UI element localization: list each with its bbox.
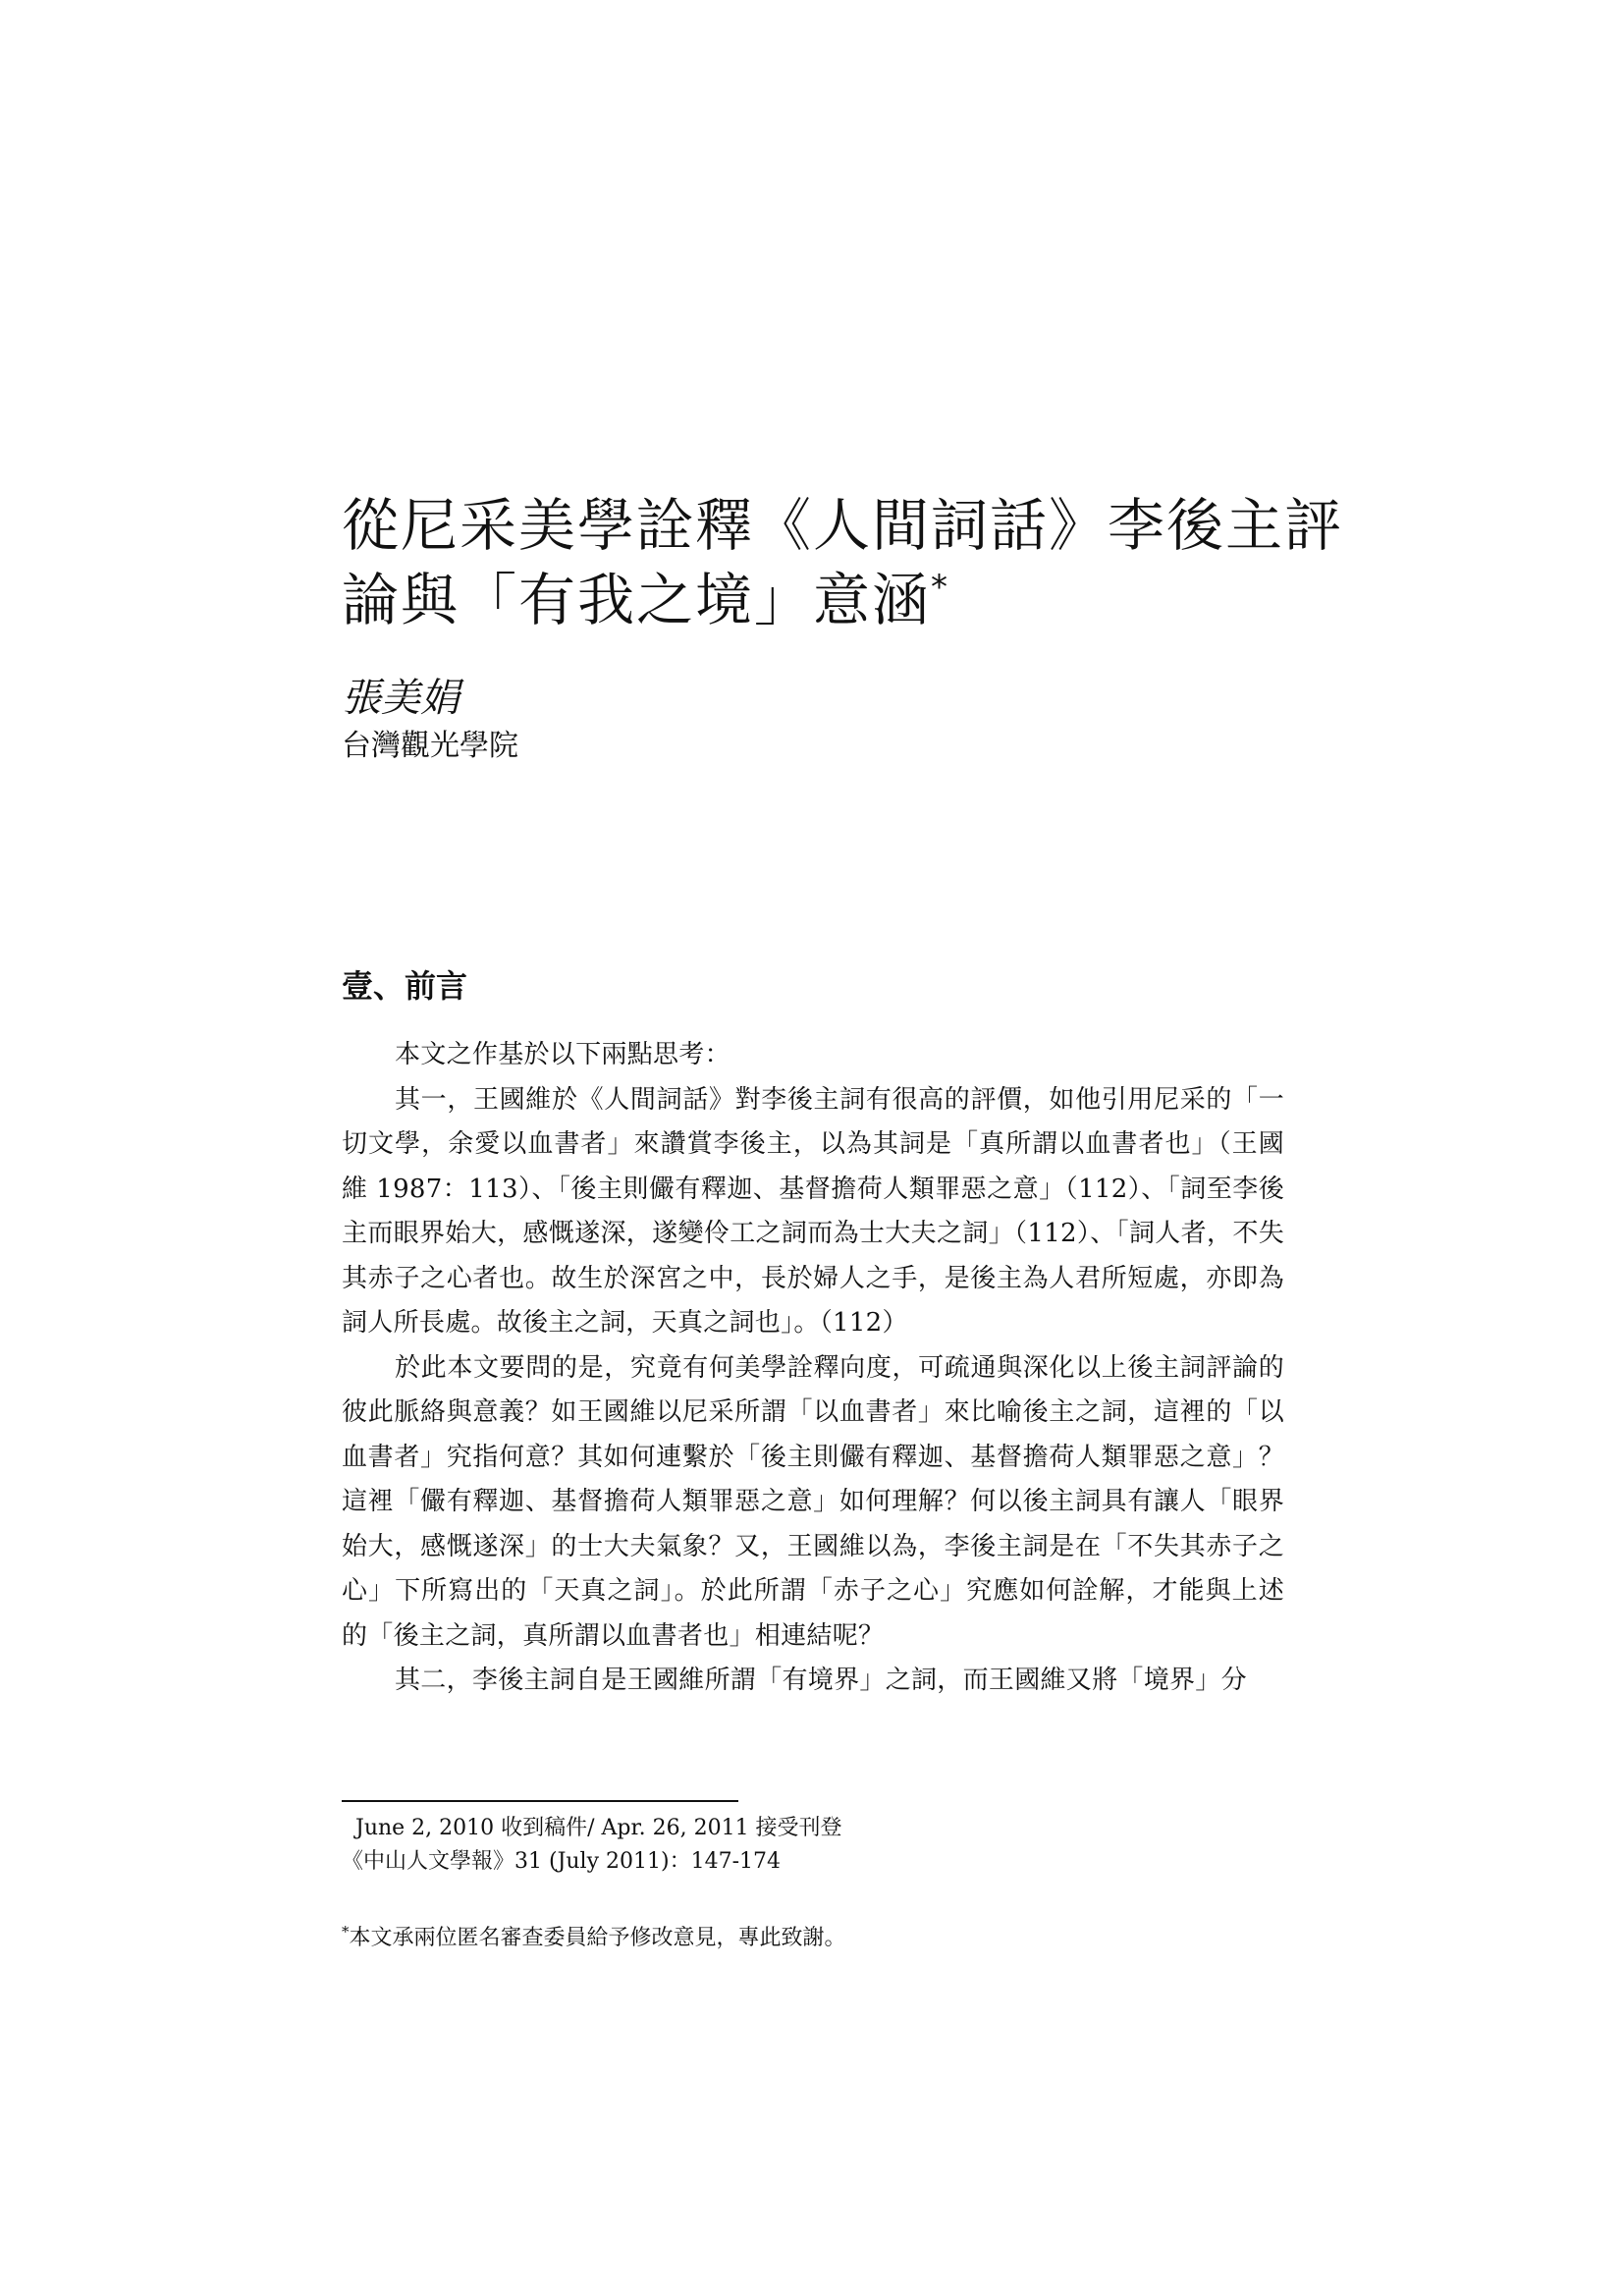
- author-affiliation: 台灣觀光學院: [342, 729, 518, 763]
- body-paragraph: 其一，王國維於《人間詞話》對李後主詞有很高的評價，如他引用尼采的「一切文學，余愛以血書者」來讚賞李後主，以為其詞是「真所謂以血書者也」（王國維 1987：113）、「後主則儼有釋迦、基督擔荷人類罪惡之意」（112）、「詞至李後主而眼界始大，感慨遂深，遂變伶工之詞而為士大夫之詞」（112）、「詞人者，不失其赤子之心者也。故生於深宮之中，長於婦人之手，是後主為人君所短處，亦即為詞人所長處。故後主之詞，天真之詞也」。（112）: [342, 1084, 1284, 1338]
- title-line-2: [342, 563, 1304, 637]
- article-title: [342, 488, 1344, 637]
- footnotes: [342, 1812, 1284, 1955]
- title-footnote-marker[interactable]: *: [931, 568, 950, 607]
- title-line-2-text: 論與「有我之境」意涵: [342, 567, 932, 633]
- title-line-1: 從尼采美學詮釋《人間詞話》李後主評: [342, 492, 1344, 559]
- body-text: [342, 1033, 1284, 1704]
- body-paragraph: 於此本文要問的是，究竟有何美學詮釋向度，可疏通與深化以上後主詞評論的彼此脈絡與意義？如王國維以尼采所謂「以血書者」來比喻後主之詞，這裡的「以血書者」究指何意？其如何連繫於「後主則儼有釋迦、基督擔荷人類罪惡之意」？這裡「儼有釋迦、基督擔荷人類罪惡之意」如何理解？何以後主詞具有讓人「眼界始大，感慨遂深」的士大夫氣象？又，王國維以為，李後主詞是在「不失其赤子之心」下所寫出的「天真之詞」。於此所謂「赤子之心」究應如何詮解，才能與上述的「後主之詞，真所謂以血書者也」相連結呢？: [342, 1352, 1284, 1651]
- received-accepted-dates: June 2, 2010 收到稿件/ Apr. 26, 2011 接受刊登: [355, 1816, 842, 1840]
- section-heading: 壹、前言: [342, 967, 468, 1005]
- acknowledgement-text: 本文承兩位匿名審查委員給予修改意見，專此致謝。: [349, 1926, 846, 1950]
- footnote-marker: *: [342, 1923, 350, 1941]
- footnote-divider: [342, 1800, 738, 1802]
- author-name: 張美娟: [342, 676, 460, 721]
- body-paragraph: 其二，李後主詞自是王國維所謂「有境界」之詞，而王國維又將「境界」分: [395, 1666, 1247, 1695]
- journal-citation: 《中山人文學報》31 (July 2011)：147-174: [342, 1849, 782, 1874]
- acknowledgement-footnote: [342, 1922, 1284, 1955]
- body-paragraph: 本文之作基於以下兩點思考：: [395, 1040, 730, 1069]
- footnote-spacer: [342, 1879, 1284, 1922]
